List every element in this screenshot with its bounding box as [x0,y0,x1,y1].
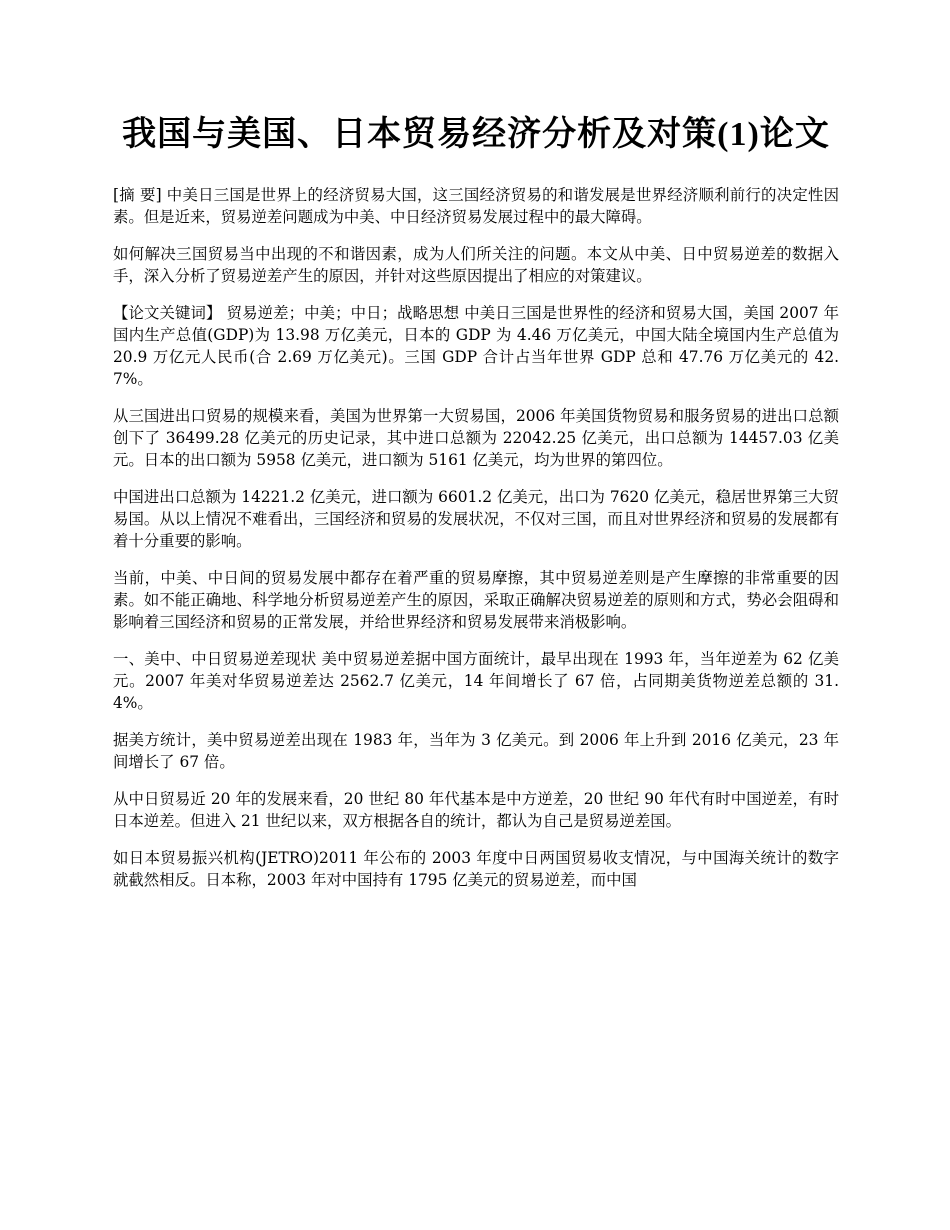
document-page [113,112,839,906]
paragraph: 一、美中、中日贸易逆差现状 美中贸易逆差据中国方面统计，最早出现在 1993 年，当年逆差为 62 亿美元。2007 年美对华贸易逆差达 2562.7 亿美元，14 年间增长了 67 倍，占同期美货物逆差总额的 31.4%。 [113,650,839,712]
document-title: 我国与美国、日本贸易经济分析及对策(1)论文 [122,116,830,153]
paragraph: 如日本贸易振兴机构(JETRO)2011 年公布的 2003 年度中日两国贸易收支情况，与中国海关统计的数字就截然相反。日本称，2003 年对中国持有 1795 亿美元的贸易逆差，而中国 [113,849,839,889]
paragraph: 中国进出口总额为 14221.2 亿美元，进口额为 6601.2 亿美元，出口为 7620 亿美元，稳居世界第三大贸易国。从以上情况不难看出，三国经济和贸易的发展状况，不仅对三国，而且对世界经济和贸易的发展都有着十分重要的影响。 [113,488,839,550]
paragraph: 当前，中美、中日间的贸易发展中都存在着严重的贸易摩擦，其中贸易逆差则是产生摩擦的非常重要的因素。如不能正确地、科学地分析贸易逆差产生的原因，采取正确解决贸易逆差的原则和方式，势必会阻碍和影响着三国经济和贸易的正常发展，并给世界经济和贸易发展带来消极影响。 [113,569,839,631]
paragraph: 从三国进出口贸易的规模来看，美国为世界第一大贸易国，2006 年美国货物贸易和服务贸易的进出口总额创下了 36499.28 亿美元的历史记录，其中进口总额为 22042.25 亿美元，出口总额为 14457.03 亿美元。日本的出口额为 5958 亿美元，进口额为 5161 亿美元，均为世界的第四位。 [113,407,839,469]
paragraph: 据美方统计，美中贸易逆差出现在 1983 年，当年为 3 亿美元。到 2006 年上升到 2016 亿美元，23 年间增长了 67 倍。 [113,731,839,771]
paragraph-keywords: 【论文关键词】 贸易逆差；中美；中日；战略思想 中美日三国是世界性的经济和贸易大国，美国 2007 年国内生产总值(GDP)为 13.98 万亿美元，日本的 GDP 为 4.46 万亿美元，中国大陆全境国内生产总值为 20.9 万亿元人民币(合 2.69 万亿美元)。三国 GDP 合计占当年世界 GDP 总和 47.76 万亿美元的 42.7%。 [113,304,839,388]
paragraph: 从中日贸易近 20 年的发展来看，20 世纪 80 年代基本是中方逆差，20 世纪 90 年代有时中国逆差，有时日本逆差。但进入 21 世纪以来，双方根据各自的统计，都认为自己是贸易逆差国。 [113,790,839,830]
paragraph-abstract: [摘 要] 中美日三国是世界上的经济贸易大国，这三国经济贸易的和谐发展是世界经济顺利前行的决定性因素。但是近来，贸易逆差问题成为中美、中日经济贸易发展过程中的最大障碍。 [113,186,839,226]
paragraph: 如何解决三国贸易当中出现的不和谐因素，成为人们所关注的问题。本文从中美、日中贸易逆差的数据入手，深入分析了贸易逆差产生的原因，并针对这些原因提出了相应的对策建议。 [113,245,839,285]
